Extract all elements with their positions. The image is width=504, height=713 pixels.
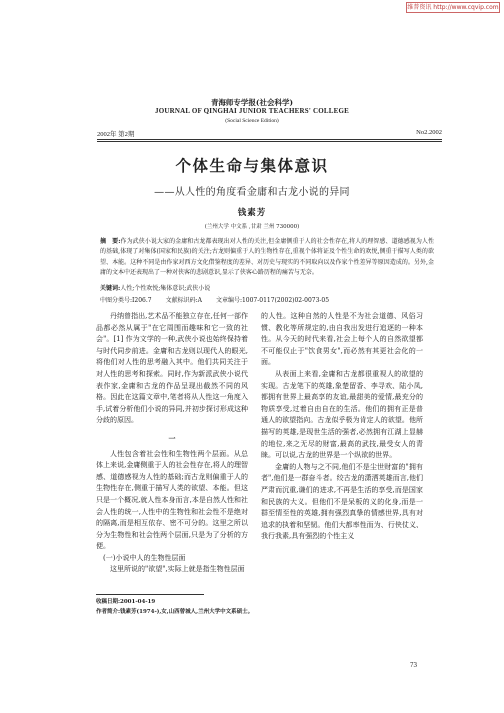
- article-title: 个体生命与集体意识: [175, 157, 329, 175]
- keywords-text: 人性;个性欢悦;集体意识;武侠小说: [120, 285, 211, 292]
- issue-label: 2002年 第2期: [97, 131, 135, 138]
- abstract: [100, 237, 434, 278]
- issue-number: No2.2002: [416, 129, 442, 136]
- body-paragraph: 人性包含着社会性和生物性两个层面。从总体上来说,金庸侧重于人的社会性存在,将人的理智感、道德感视为人性的基础;而古龙则偏重于人的生物性存在,侧重于描写人类的欲望、本能。但这只是一个概况,就人性本身而言,本是自然人性和社会人性的统一,人性中的生物性和社会性不是绝对的隔离,而是相互依存、密不可分的。这里之所以分为生物性和社会性两个层面,只是为了分析的方便。: [96, 449, 248, 551]
- page-number: 73: [410, 661, 417, 669]
- body-paragraph: 金庸的人物与之不同,他们不是尘世财富的"拥有者",他们是一群奋斗者。绞古龙的潇洒英雄而言,他们严肃而沉重,谦们的进求,不再是生活的享受,而是国家和民族的大义。但他们不是呆板的义的化身,而是一群至情至性的英雄,拥有强烈真挚的情感世界,具有对追求的执着和坚韧。他们大都率性而为、行侠仗义、我行我素,具有强烈的个性主义: [261, 462, 423, 541]
- abstract-text: 作为武侠小说大家的金庸和古龙都表现出对人性的关注,但金庸侧重于人的社会性存在,将人的理智感、道德感视为人性的基础,体现了对集体(国家和民族)的关注;古龙则偏重于人的生物性存在,重视个体将证及个性生命的欢悦,侧重于描写人类的欲望、本能。这种不同是由作家对西方文化借鉴程度的差异、对历史与现实的不同取向以及作家个性差异等原因造成的。另外,金庸的文本中还表现出了一种对侠客的悲剧意识,显示了侠客心路历程的痛苦与无奈。: [100, 238, 434, 276]
- clc-number: 中图分类号:I206.7: [100, 297, 152, 304]
- journal-title-en: JOURNAL OF QINGHAI JUNIOR TEACHERS' COLLEGE: [155, 107, 349, 115]
- article-id: 文章编号:1007-0117(2002)02-0073-05: [215, 297, 330, 304]
- author-name: 钱素芳: [237, 208, 267, 218]
- body-paragraph: 从表面上来看,金庸和古龙都很重视人的欲望的实现。古龙笔下的英雄,象楚留香、李寻欢、陆小凤,都拥有世界上最高享的友谊,最甜美的爱情,最充分的物质享受,过着自由自在的生活。他们的拥有正是普通人的欲望指向。古龙似乎极为肯定人的欲望。他所描写的英雄,是现世生活的强者,必然拥有江湖上显赫的地位,来之无尽的财富,最高的武技,最受女人的青睐。可以说,古龙的世界是一个纵欲的世界。: [261, 369, 423, 460]
- body-paragraph: 这里所说的"欲望",实际上就是指生物性层面: [110, 565, 245, 574]
- author-affiliation: (兰州大学 中文系 ,甘肃 兰州 730000): [204, 224, 300, 230]
- journal-edition: (Social Science Edition): [225, 118, 279, 124]
- abstract-label: 摘 要:: [100, 238, 121, 245]
- journal-title-cn: 青海师专学报(社会科学): [210, 98, 294, 107]
- header-rule: [97, 139, 442, 140]
- body-paragraph: 丹纳曾指出,艺术品不能独立存在,任何一部作品都必然从属于"在它周围而趣味和它一致的社会"。[1] 作为文学的一种,武侠小说也始终保持着与时代同步前进。金庸和古龙则以现代人的眼光,将他们对人性的思考融入其中。他们共同关注于对人性的思考和探索。同时,作为新派武侠小说代表作家,金庸和古龙的作品呈现出截然不同的风格。因此在这篇文章中,笔者将从人性这一角度入手,试着分析他们小说的异同,并初步探讨形成这种分歧的原因。: [96, 312, 248, 425]
- body-column-left: [96, 311, 248, 576]
- article-subtitle: ——从人性的角度看金庸和古龙小说的异同: [154, 187, 350, 198]
- received-date: 收稿日期:2001-04-19: [96, 599, 156, 605]
- watermark-banner: 维普资讯 http://www.cqvip.com: [407, 4, 499, 11]
- section-heading: 一: [168, 433, 176, 443]
- keywords: [100, 283, 434, 292]
- subsection-heading: (一)小说中人的生物性层面: [103, 553, 186, 562]
- header-rule-thin: [97, 141, 442, 142]
- classification-line: [100, 295, 434, 304]
- footnote-rule: [96, 594, 204, 595]
- doc-code: 文献标识码:A: [165, 297, 202, 304]
- body-column-right: [261, 311, 423, 543]
- keywords-label: 关键词:: [100, 285, 121, 292]
- author-bio: 作者简介:钱素芳(1974-),女,山西曾城人,兰州大学中文系硕士。: [96, 609, 254, 615]
- body-paragraph: 的人性。这种自然的人性是不为社会道德、风俗习惯、教化等所规定的,由自我出发进行追逐的一种本性。从今天的时代来看,社会上每个人的自然欲望都不可能仅止于"饮食男女",而必然有其更社会化的一面。: [261, 312, 423, 367]
